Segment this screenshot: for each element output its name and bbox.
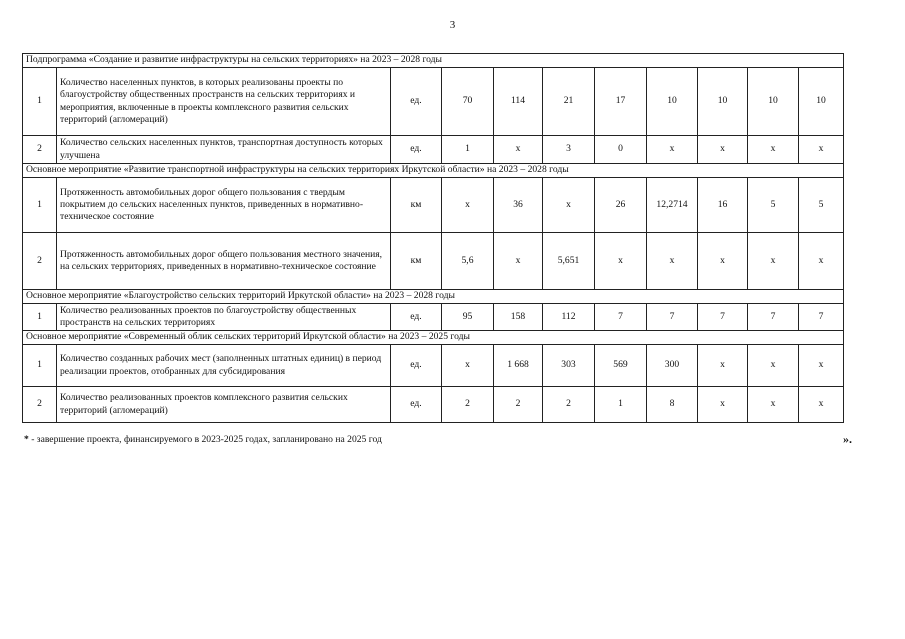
value-cell: x [799, 387, 844, 423]
unit-cell: ед. [391, 304, 442, 331]
row-number: 2 [23, 233, 57, 290]
indicator-description: Количество реализованных проектов комплексного развития сельских территорий (агломераций) [57, 387, 391, 423]
value-cell: 7 [595, 304, 647, 331]
value-cell: 0 [595, 136, 647, 164]
value-cell: 7 [647, 304, 698, 331]
value-cell: 5,651 [543, 233, 595, 290]
unit-cell: км [391, 178, 442, 233]
value-cell: 2 [494, 387, 543, 423]
value-cell: 16 [698, 178, 748, 233]
value-cell: 26 [595, 178, 647, 233]
value-cell: x [442, 345, 494, 387]
value-cell: 2 [543, 387, 595, 423]
unit-cell: ед. [391, 68, 442, 136]
value-cell: 95 [442, 304, 494, 331]
value-cell: x [698, 387, 748, 423]
footnote [24, 434, 382, 445]
table-row [23, 345, 844, 387]
value-cell: x [698, 233, 748, 290]
section-title: Основное мероприятие «Современный облик сельских территорий Иркутской области» на 2023 – 2025 годы [23, 331, 844, 345]
section-header-row [23, 164, 844, 178]
footnote-star: * [24, 434, 29, 445]
section-title: Основное мероприятие «Развитие транспортной инфраструктуры на сельских территориях Иркутской области» на 2023 – 2028 годы [23, 164, 844, 178]
indicator-description: Количество реализованных проектов по благоустройству общественных пространств на сельских территориях [57, 304, 391, 331]
table-body [23, 54, 844, 423]
value-cell: x [799, 233, 844, 290]
footnote-text: - завершение проекта, финансируемого в 2023-2025 годах, запланировано на 2025 год [28, 434, 382, 445]
section-header-row [23, 290, 844, 304]
value-cell: x [748, 233, 799, 290]
page-number: 3 [449, 19, 456, 31]
value-cell: 3 [543, 136, 595, 164]
value-cell: x [799, 345, 844, 387]
value-cell: 36 [494, 178, 543, 233]
value-cell: 112 [543, 304, 595, 331]
table-row [23, 178, 844, 233]
section-title: Основное мероприятие «Благоустройство сельских территорий Иркутской области» на 2023 – 2028 годы [23, 290, 844, 304]
value-cell: x [647, 233, 698, 290]
indicator-description: Протяженность автомобильных дорог общего пользования с твердым покрытием до сельских населенных пунктов, приведенных в нормативно-техническое состояние [57, 178, 391, 233]
value-cell: 1 [442, 136, 494, 164]
row-number: 1 [23, 304, 57, 331]
value-cell: 10 [647, 68, 698, 136]
table-row [23, 136, 844, 164]
section-header-row [23, 54, 844, 68]
value-cell: x [748, 345, 799, 387]
value-cell: 10 [698, 68, 748, 136]
value-cell: 5,6 [442, 233, 494, 290]
value-cell: x [698, 345, 748, 387]
value-cell: 2 [442, 387, 494, 423]
value-cell: x [595, 233, 647, 290]
table-row [23, 233, 844, 290]
row-number: 2 [23, 387, 57, 423]
row-number: 1 [23, 345, 57, 387]
value-cell: 303 [543, 345, 595, 387]
value-cell: x [799, 136, 844, 164]
indicators-table [22, 53, 844, 423]
indicator-description: Количество созданных рабочих мест (заполненных штатных единиц) в период реализации проектов, отобранных для субсидирования [57, 345, 391, 387]
row-number: 1 [23, 178, 57, 233]
value-cell: 21 [543, 68, 595, 136]
unit-cell: ед. [391, 387, 442, 423]
unit-cell: ед. [391, 136, 442, 164]
value-cell: x [543, 178, 595, 233]
indicator-description: Количество населенных пунктов, в которых реализованы проекты по благоустройству общественных пространств на сельских территориях и мероприятия, включенные в проекты комплексного развития сельских территорий (агломераций) [57, 68, 391, 136]
value-cell: 12,2714 [647, 178, 698, 233]
row-number: 1 [23, 68, 57, 136]
table-row [23, 68, 844, 136]
section-title: Подпрограмма «Создание и развитие инфраструктуры на сельских территориях» на 2023 – 2028 годы [23, 54, 844, 68]
value-cell: 10 [748, 68, 799, 136]
value-cell: x [442, 178, 494, 233]
value-cell: 7 [799, 304, 844, 331]
value-cell: 5 [799, 178, 844, 233]
value-cell: x [748, 387, 799, 423]
value-cell: 1 [595, 387, 647, 423]
value-cell: 114 [494, 68, 543, 136]
value-cell: 5 [748, 178, 799, 233]
value-cell: x [494, 136, 543, 164]
value-cell: 158 [494, 304, 543, 331]
unit-cell: км [391, 233, 442, 290]
table-row [23, 387, 844, 423]
value-cell: 1 668 [494, 345, 543, 387]
section-header-row [23, 331, 844, 345]
table-row [23, 304, 844, 331]
value-cell: 569 [595, 345, 647, 387]
value-cell: 7 [748, 304, 799, 331]
value-cell: 8 [647, 387, 698, 423]
value-cell: x [698, 136, 748, 164]
value-cell: x [647, 136, 698, 164]
indicator-description: Количество сельских населенных пунктов, транспортная доступность которых улучшена [57, 136, 391, 164]
value-cell: x [494, 233, 543, 290]
row-number: 2 [23, 136, 57, 164]
value-cell: 17 [595, 68, 647, 136]
value-cell: 10 [799, 68, 844, 136]
value-cell: 70 [442, 68, 494, 136]
closing-quote-mark: ». [843, 432, 852, 446]
value-cell: 7 [698, 304, 748, 331]
value-cell: x [748, 136, 799, 164]
unit-cell: ед. [391, 345, 442, 387]
indicator-description: Протяженность автомобильных дорог общего пользования местного значения, на сельских территориях, приведенных в нормативно-техническое состояние [57, 233, 391, 290]
value-cell: 300 [647, 345, 698, 387]
